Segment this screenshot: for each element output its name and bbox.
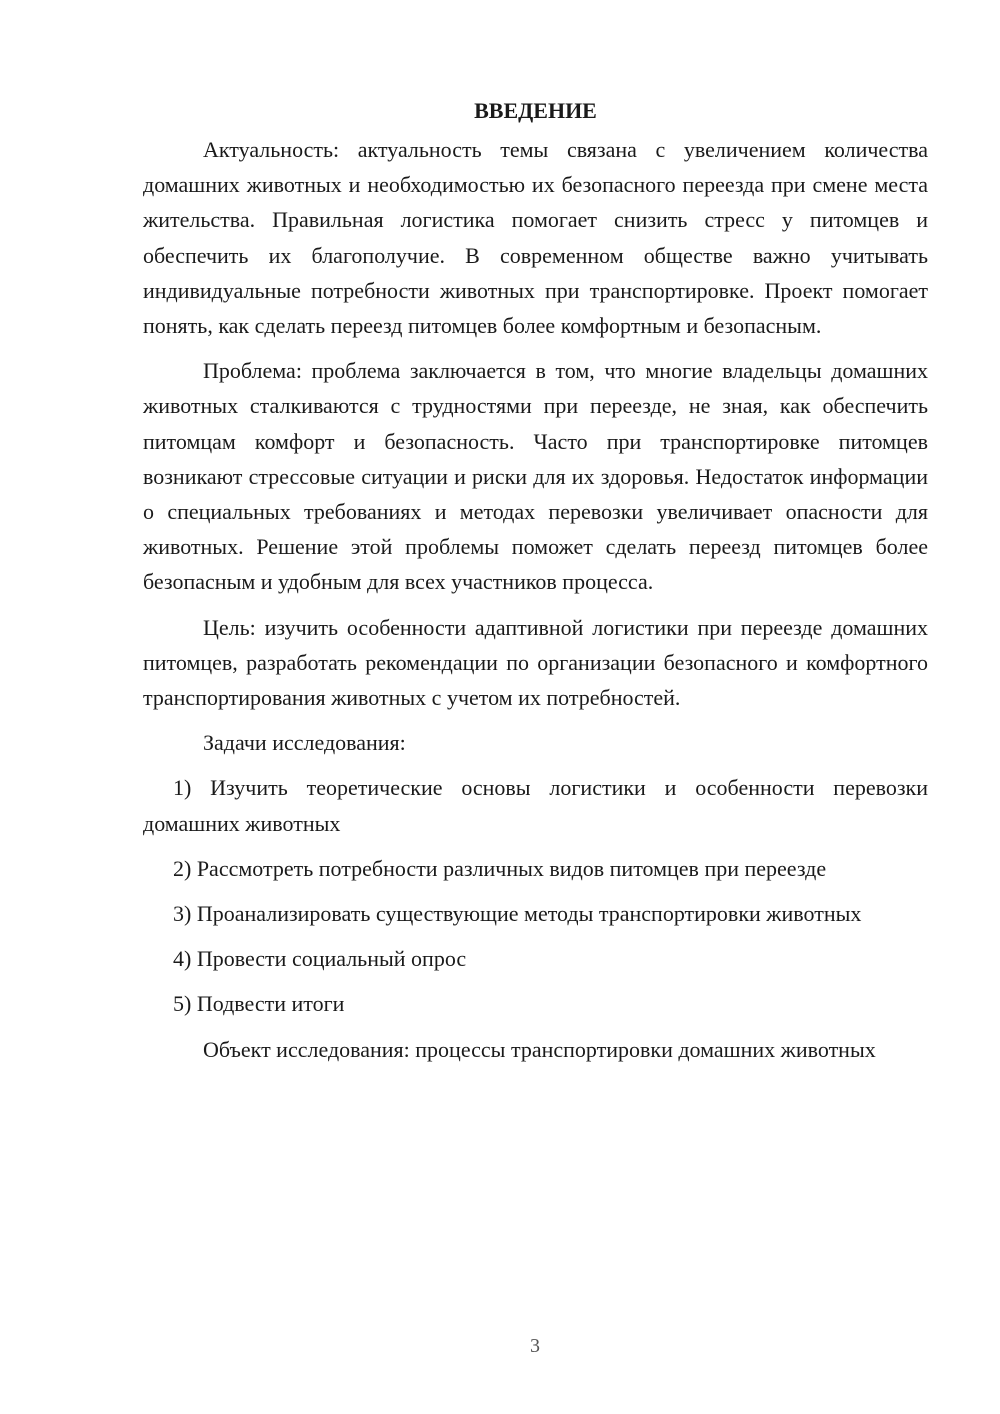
- task-item-4: 4) Провести социальный опрос: [173, 946, 467, 972]
- task-item-3: 3) Проанализировать существующие методы транспортировки животных: [173, 901, 862, 927]
- task-item-5: 5) Подвести итоги: [173, 991, 345, 1017]
- page-number: 3: [530, 1335, 540, 1357]
- section-title: ВВЕДЕНИЕ: [474, 98, 597, 123]
- paragraph-problem: Проблема: проблема заключается в том, что многие владельцы домашних животных сталкиваются с трудностями при переезде, не зная, как обеспечить питомцам комфорт и безопасность. Часто при транспортировке питомцев возникают стрессовые ситуации и риски для их здоровья. Недостаток информации о специальных требованиях и методах перевозки увеличивает опасности для животных. Решение этой проблемы поможет сделать переезд питомцев более безопасным и удобным для всех участников процесса.: [143, 358, 928, 595]
- paragraph-goal: Цель: изучить особенности адаптивной логистики при переезде домашних питомцев, разработать рекомендации по организации безопасного и комфортного транспортирования животных с учетом их потребностей.: [143, 614, 928, 711]
- task-item-2: 2) Рассмотреть потребности различных видов питомцев при переезде: [173, 855, 827, 881]
- paragraph-relevance: Актуальность: актуальность темы связана с увеличением количества домашних животных и необходимостью их безопасного переезда при смене места жительства. Правильная логистика помогает снизить стресс у питомцев и обеспечить их благополучие. В современном обществе важно учитывать индивидуальные потребности животных при транспортировке. Проект помогает понять, как сделать переезд питомцев более комфортным и безопасным.: [143, 137, 928, 339]
- paragraph-object: Объект исследования: процессы транспортировки домашних животных: [203, 1036, 876, 1062]
- document-page: [143, 96, 928, 1077]
- paragraph-tasks-heading: Задачи исследования:: [203, 730, 406, 756]
- task-item-1: 1) Изучить теоретические основы логистики и особенности перевозки домашних животных: [143, 775, 928, 836]
